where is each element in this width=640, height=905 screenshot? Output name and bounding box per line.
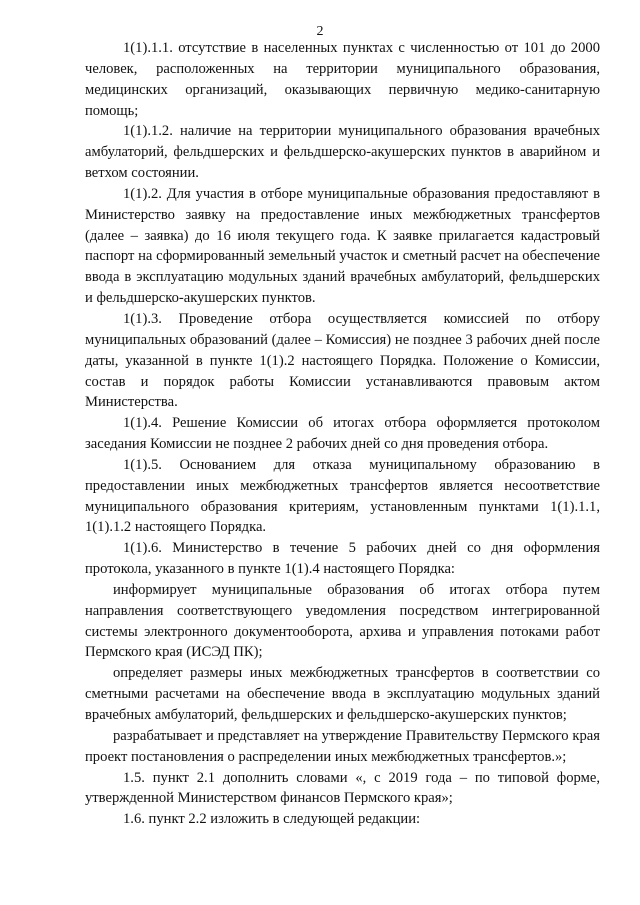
page-number: 2: [316, 24, 324, 39]
paragraph-1-1-6: 1(1).6. Министерство в течение 5 рабочих дней со дня оформления протокола, указанного в пункте 1(1).4 настоящего Порядка:: [85, 540, 600, 578]
paragraph-1-1-3: 1(1).3. Проведение отбора осуществляется комиссией по отбору муниципальных образований (далее – Комиссия) не позднее 3 рабочих дней после даты, указанной в пункте 1(1).2 настоящего Порядка. Положение о Комиссии, состав и порядок работы Комиссии устанавливаются правовым актом Министерства.: [85, 310, 600, 411]
paragraph-informs: информирует муниципальные образования об итогах отбора путем направления соответствующего уведомления посредством интегрированной системы электронного документооборота, архива и управления потоками работ Пермского края (ИСЭД ПК);: [85, 581, 600, 661]
paragraph-1-1-4: 1(1).4. Решение Комиссии об итогах отбора оформляется протоколом заседания Комиссии не позднее 2 рабочих дней со дня проведения отбора.: [85, 415, 600, 453]
document-body: [85, 38, 600, 830]
paragraph-1-6: 1.6. пункт 2.2 изложить в следующей редакции:: [123, 811, 421, 828]
paragraph-1-1-1-2: 1(1).1.2. наличие на территории муниципального образования врачебных амбулаторий, фельдшерских и фельдшерско-акушерских пунктов в аварийном и ветхом состоянии.: [85, 123, 600, 182]
paragraph-determines: определяет размеры иных межбюджетных трансфертов в соответствии со сметными расчетами на обеспечение ввода в эксплуатацию модульных зданий врачебных амбулаторий, фельдшерских и фельдшерско-акушерских пунктов;: [85, 665, 600, 723]
paragraph-1-5: 1.5. пункт 2.1 дополнить словами «, с 2019 года – по типовой форме, утвержденной Министерством финансов Пермского края»;: [85, 769, 600, 807]
paragraph-1-1-5: 1(1).5. Основанием для отказа муниципальному образованию в предоставлении иных межбюджетных трансфертов является несоответствие муниципального образования критериям, установленным пунктами 1(1).1.1, 1(1).1.2 настоящего Порядка.: [85, 456, 600, 536]
paragraph-1-1-1-1: 1(1).1.1. отсутствие в населенных пунктах с численностью от 101 до 2000 человек, расположенных на территории муниципального образования, медицинских организаций, оказывающих первичную медико-санитарную помощь;: [85, 40, 600, 119]
paragraph-develops: разрабатывает и представляет на утверждение Правительству Пермского края проект постановления о распределении иных межбюджетных трансфертов.»;: [85, 727, 600, 765]
paragraph-1-1-2: 1(1).2. Для участия в отборе муниципальные образования предоставляют в Министерство заявку на предоставление иных межбюджетных трансфертов (далее – заявка) до 16 июля текущего года. К заявке прилагается кадастровый паспорт на сформированный земельный участок и сметный расчет на обеспечение ввода в эксплуатацию модульных зданий врачебных амбулаторий, фельдшерских и фельдшерско-акушерских пунктов.: [85, 185, 600, 307]
